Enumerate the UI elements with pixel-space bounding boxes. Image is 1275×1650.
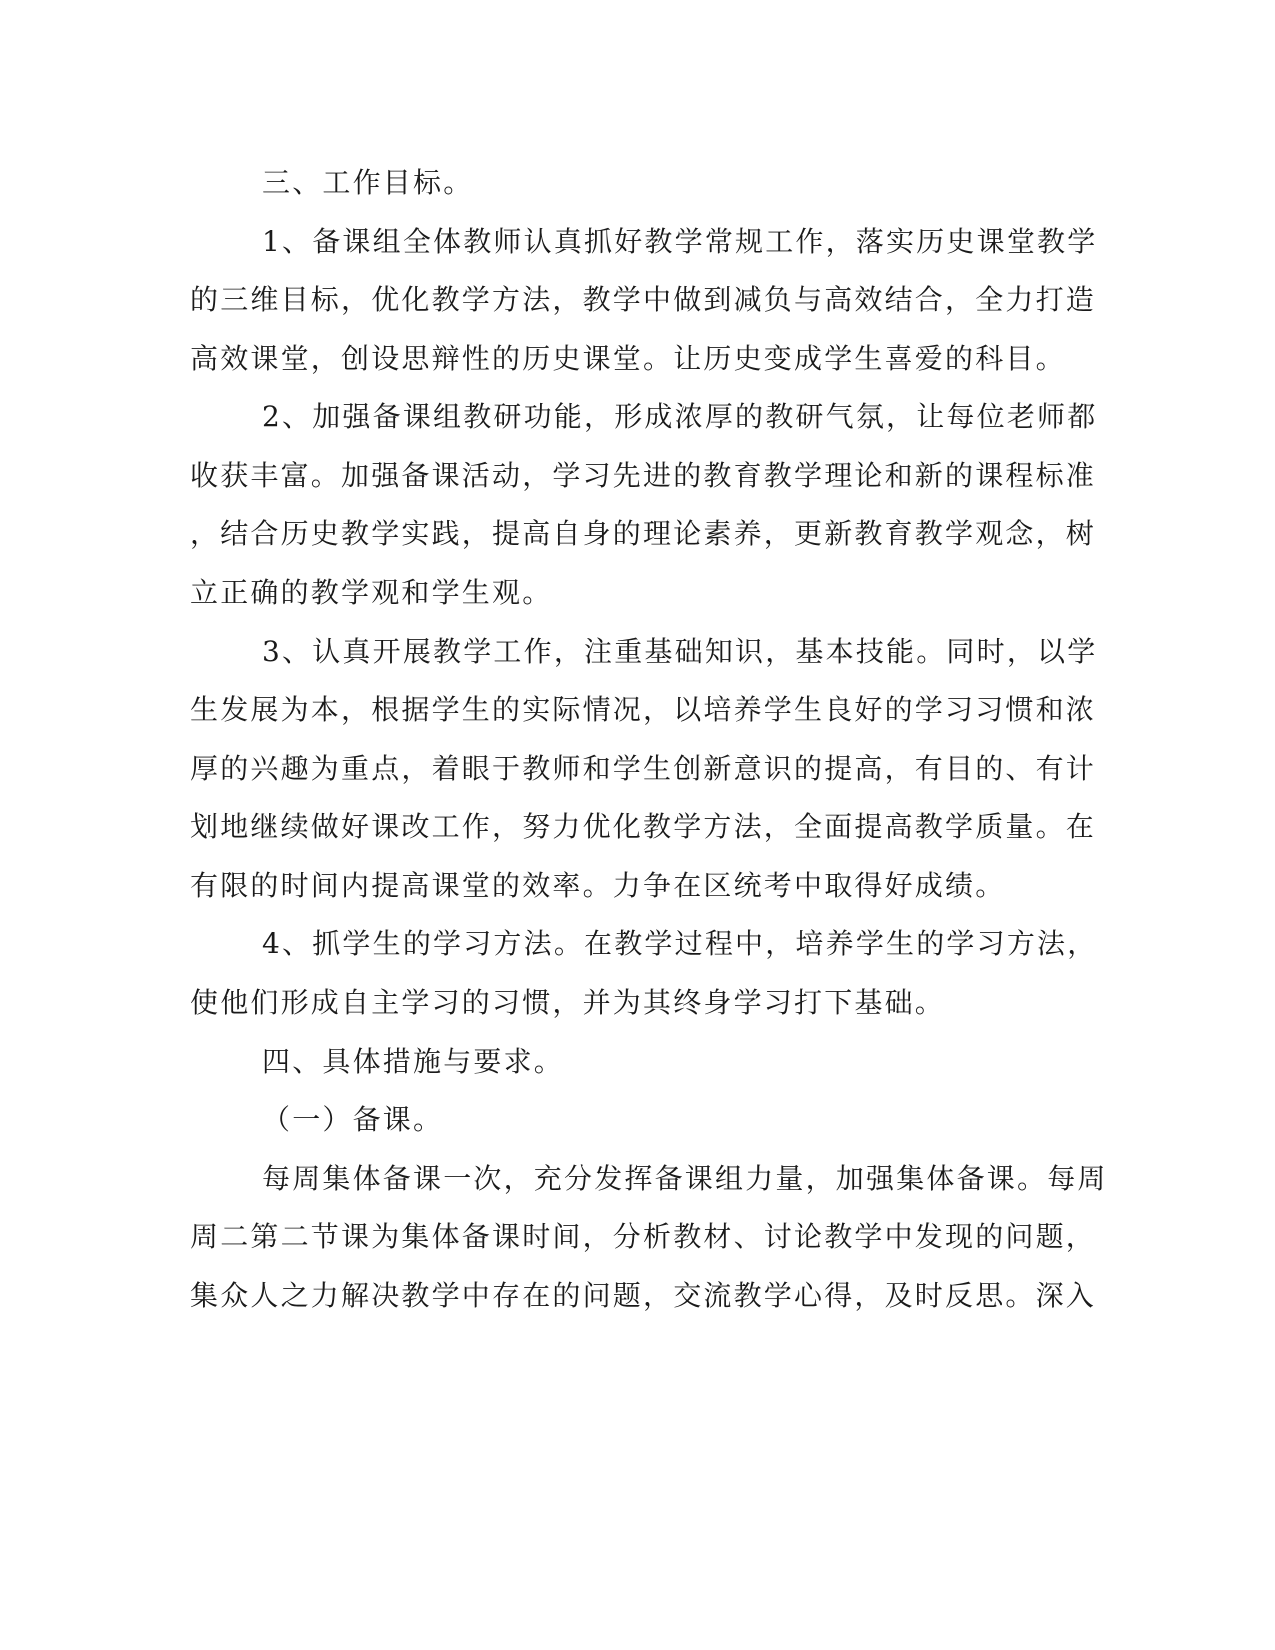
heading-work-goals: 三、工作目标。 <box>262 166 474 199</box>
goal-3-line-1: 3、认真开展教学工作，注重基础知识，基本技能。同时，以学 <box>262 635 1098 668</box>
prep-line-3: 集众人之力解决教学中存在的问题，交流教学心得，及时反思。深入 <box>190 1279 1097 1312</box>
prep-line-1: 每周集体备课一次，充分发挥备课组力量，加强集体备课。每周 <box>262 1162 1108 1195</box>
goal-4-line-1: 4、抓学生的学习方法。在教学过程中，培养学生的学习方法， <box>262 927 1098 960</box>
goal-1-line-2: 的三维目标，优化教学方法，教学中做到减负与高效结合，全力打造 <box>190 283 1097 316</box>
goal-1-line-3: 高效课堂，创设思辩性的历史课堂。让历史变成学生喜爱的科目。 <box>190 342 1066 375</box>
goal-2-line-3: ，结合历史教学实践，提高自身的理论素养，更新教育教学观念，树 <box>190 517 1097 550</box>
heading-measures: 四、具体措施与要求。 <box>262 1045 565 1078</box>
goal-3-line-4: 划地继续做好课改工作，努力优化教学方法，全面提高教学质量。在 <box>190 810 1097 843</box>
goal-4-line-2: 使他们形成自主学习的习惯，并为其终身学习打下基础。 <box>190 986 946 1019</box>
goal-1-line-1: 1、备课组全体教师认真抓好教学常规工作，落实历史课堂教学 <box>262 225 1098 258</box>
goal-3-line-2: 生发展为本，根据学生的实际情况，以培养学生良好的学习习惯和浓 <box>190 693 1097 726</box>
prep-line-2: 周二第二节课为集体备课时间，分析教材、讨论教学中发现的问题， <box>190 1220 1097 1253</box>
goal-3-line-3: 厚的兴趣为重点，着眼于教师和学生创新意识的提高，有目的、有计 <box>190 752 1097 785</box>
goal-2-line-2: 收获丰富。加强备课活动，学习先进的教育教学理论和新的课程标准 <box>190 459 1097 492</box>
subheading-lesson-prep: （一）备课。 <box>262 1103 444 1136</box>
goal-2-line-4: 立正确的教学观和学生观。 <box>190 576 553 609</box>
goal-2-line-1: 2、加强备课组教研功能，形成浓厚的教研气氛，让每位老师都 <box>262 400 1098 433</box>
goal-3-line-5: 有限的时间内提高课堂的效率。力争在区统考中取得好成绩。 <box>190 869 1006 902</box>
